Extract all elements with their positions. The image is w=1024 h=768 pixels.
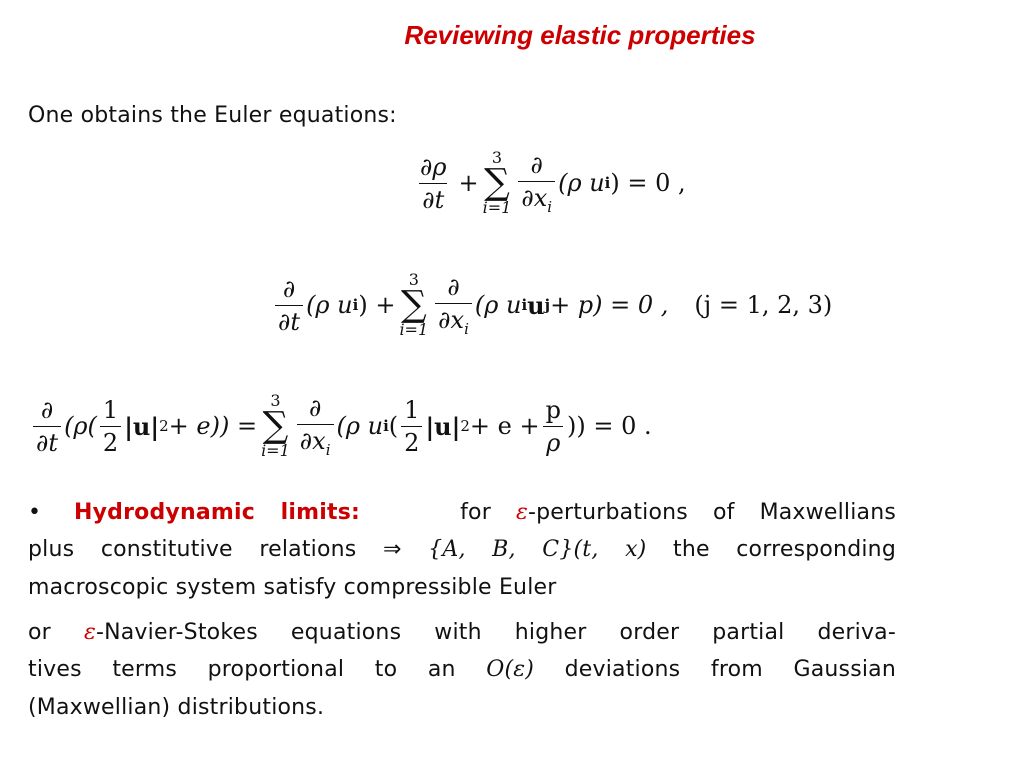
hydro-label: Hydrodynamic limits: [74,500,361,525]
eq-part: (ρ( [64,412,97,441]
denominator: ∂t [419,183,447,214]
subscript: i [521,296,528,315]
eq-part: + e + [469,412,540,441]
bullet-line-2 [28,537,896,562]
text-fragment: or [28,620,84,645]
text-fragment: -Navier-Stokes equations with higher order partial deriva- [95,620,896,645]
bullet-line-1 [28,500,896,525]
sum-upper: 3 [491,148,503,167]
fraction-d-dxi [518,151,555,216]
eq-body: (ρ u [306,291,353,320]
subscript: i [325,440,331,459]
superscript: 2 [460,417,470,436]
dx-text: ∂x [521,183,548,212]
denominator: ∂t [33,426,61,457]
para2-line-3: (Maxwellian) distributions. [28,695,325,720]
summation [261,393,290,459]
fraction-d-dxi [297,394,334,459]
sigma-symbol: ∑ [262,405,289,446]
text-fragment: -perturbations of Maxwellians [527,500,897,525]
slide-title: Reviewing elastic properties [404,20,756,50]
subscript: i [352,296,359,315]
equation-energy [30,393,652,459]
numerator: ∂ [308,393,322,422]
subscript: i [464,319,469,338]
sigma-symbol: ∑ [484,162,510,203]
denominator [518,181,555,216]
text-fragment: the corresponding [646,537,896,562]
text-fragment: plus constitutive relations ⇒ [28,537,429,562]
eq-close: + p) = 0 , [550,291,669,320]
numerator: ∂ρ [420,152,447,181]
denominator: ∂t [275,305,303,336]
eq-part: ( [388,412,399,441]
eq-part: |u| [124,411,160,441]
fraction-d-dt [275,275,303,336]
epsilon-symbol: ε [515,500,528,525]
eq-body: (ρ u [336,412,384,441]
sum-upper: 3 [408,270,419,289]
subscript: i [547,197,553,216]
denominator: 2 [100,426,121,457]
fraction-half [401,396,422,457]
eq-close: ) = 0 , [610,169,686,198]
dx-text: ∂x [299,426,326,455]
bullet-icon: • [28,500,42,525]
eq-body: (ρ u [474,291,522,320]
denominator [297,424,334,459]
subscript: j [544,296,551,315]
superscript: 2 [159,417,169,436]
denominator: ρ [543,426,563,457]
numerator: 1 [102,395,119,424]
bullet-line-3: macroscopic system satisfy compressible Euler [28,575,557,600]
sum-upper: 3 [270,391,281,410]
plus-sign: + [458,169,479,198]
math-fragment: O(ε) [486,657,535,682]
math-fragment: {A, B, C}(t, x) [428,537,647,562]
summation [483,150,512,216]
sum-lower: i=1 [482,198,512,218]
sigma-symbol: ∑ [400,284,427,325]
sum-lower: i=1 [399,320,429,340]
para2-line-2 [28,657,896,682]
dx-text: ∂x [438,305,465,334]
para2-line-1 [28,620,896,645]
sum-lower: i=1 [261,441,290,461]
numerator: ∂ [447,272,460,301]
equation-momentum [272,272,832,338]
fraction-d-dxi [435,273,472,338]
eq-close: )) = 0 . [566,412,652,441]
eq-part: |u| [425,411,461,441]
eq-body: (ρ u [558,169,605,198]
eq-part: ) + [358,291,396,320]
eq-part: u [527,290,545,320]
denominator: 2 [401,426,422,457]
fraction-d-dt [33,396,61,457]
numerator: ∂ [530,150,543,179]
fraction-half [100,396,121,457]
text-fragment: for [460,500,516,525]
eq-condition: (j = 1, 2, 3) [694,291,833,320]
denominator [435,303,472,338]
fraction-p-rho [543,396,564,457]
summation [399,272,428,338]
numerator: ∂ [282,274,296,303]
numerator: p [545,395,561,424]
equation-continuity [414,150,686,216]
fraction-drho-dt [417,153,450,214]
epsilon-symbol: ε [83,620,96,645]
numerator: ∂ [40,395,54,424]
subscript: i [604,174,611,193]
subscript: i [383,417,389,436]
text-fragment: tives terms proportional to an [28,657,487,682]
numerator: 1 [404,395,420,424]
eq-part: + e)) = [168,412,258,441]
text-fragment: deviations from Gaussian [534,657,897,682]
intro-text: One obtains the Euler equations: [28,103,397,128]
